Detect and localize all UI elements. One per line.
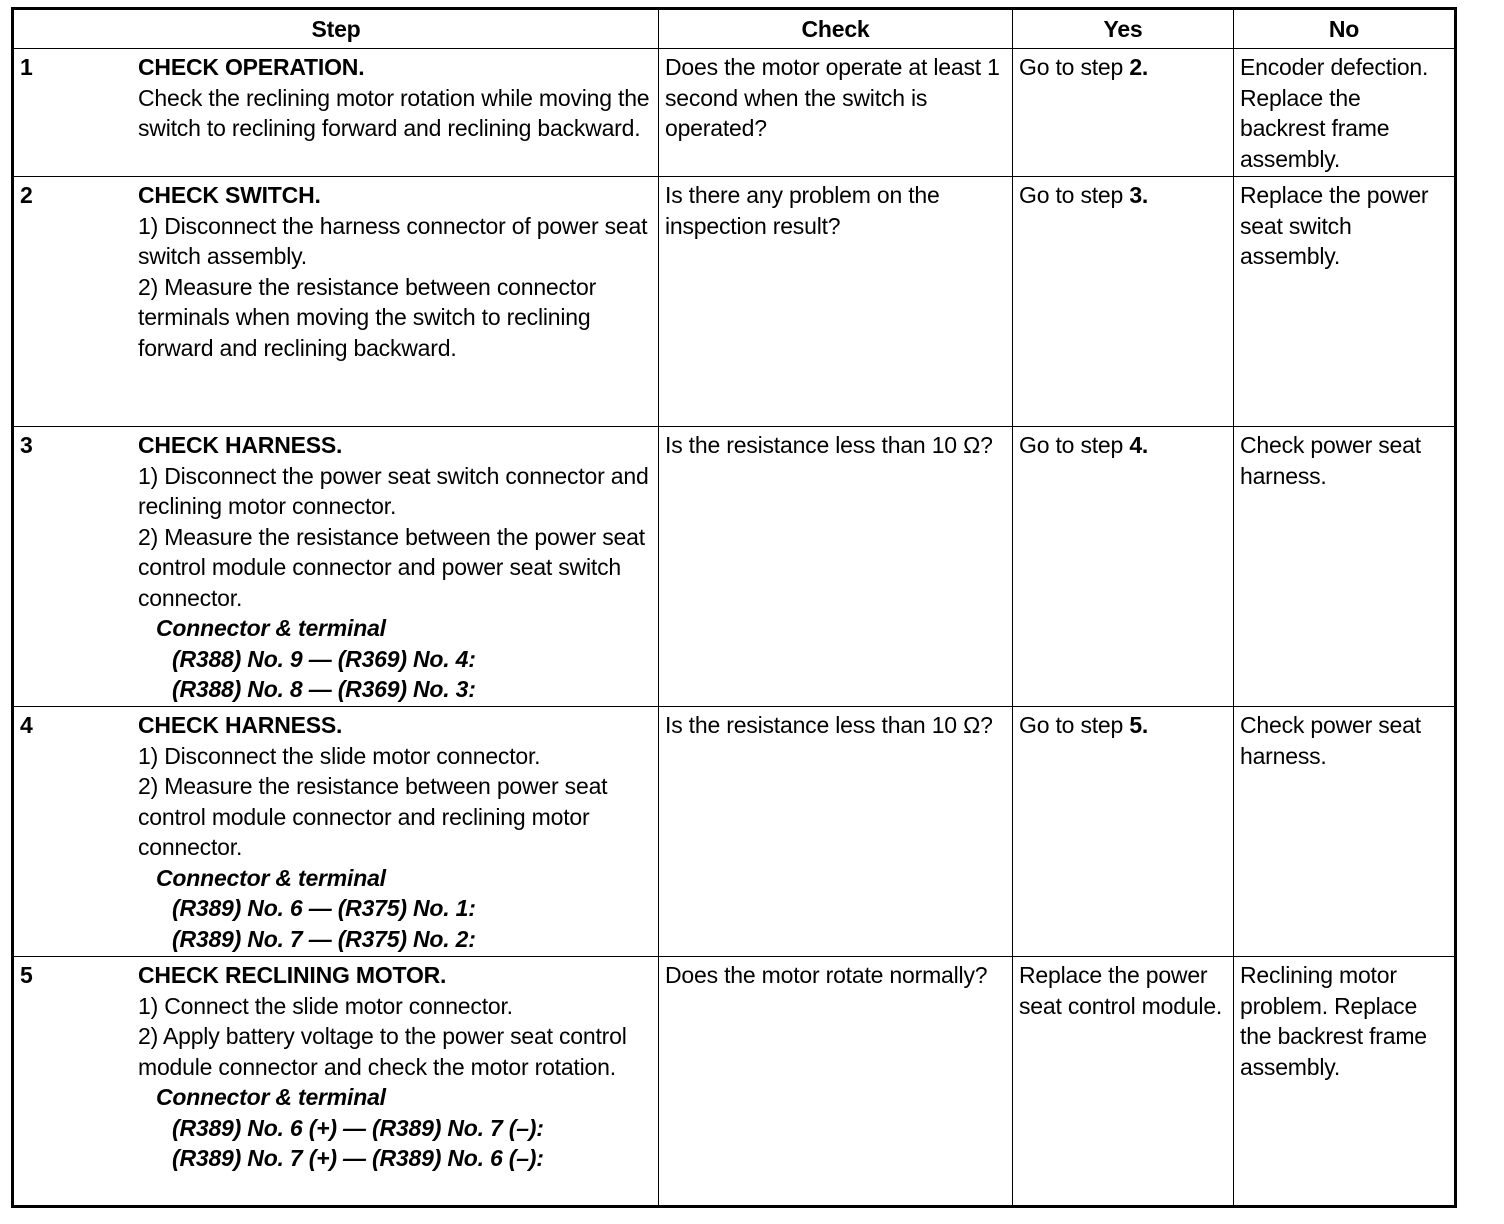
connector-label: Connector & terminal (156, 615, 386, 641)
yes-suffix: . (1141, 432, 1149, 458)
yes-suffix: . (1141, 712, 1149, 738)
header-yes: Yes (1013, 9, 1234, 49)
step-instruction: 1) Disconnect the slide motor connector. (138, 742, 541, 769)
check-cell: Is there any problem on the inspection result? (659, 177, 1013, 427)
terminal-spec: (R389) No. 7 (+) — (R389) No. 6 (–): (172, 1145, 544, 1171)
diagnostic-table (11, 7, 1457, 1208)
step-cell (13, 49, 659, 177)
yes-suffix: . (1141, 182, 1149, 208)
terminal-spec: (R389) No. 7 — (R375) No. 2: (172, 925, 476, 952)
yes-text: Go to step (1019, 182, 1130, 208)
yes-cell (1013, 177, 1234, 427)
step-title: CHECK HARNESS. (138, 432, 343, 458)
yes-text: Go to step (1019, 712, 1130, 738)
terminal-spec: (R389) No. 6 — (R375) No. 1: (172, 895, 476, 921)
yes-step-number: 5 (1129, 712, 1142, 738)
yes-step-number: 3 (1129, 182, 1142, 208)
step-cell (13, 957, 659, 1207)
yes-cell (1013, 49, 1234, 177)
table-row (13, 957, 1456, 1207)
yes-text: Replace the power seat control module. (1019, 962, 1223, 1019)
header-no: No (1234, 9, 1456, 49)
no-cell: Reclining motor problem. Replace the backrest frame assembly. (1234, 957, 1456, 1207)
yes-step-number: 4 (1129, 432, 1142, 458)
no-cell: Check power seat harness. (1234, 427, 1456, 707)
yes-text: Go to step (1019, 54, 1130, 80)
step-instruction: 1) Disconnect the power seat switch connector and reclining motor connector. (138, 462, 649, 519)
step-cell (13, 177, 659, 427)
check-cell: Is the resistance less than 10 Ω? (659, 427, 1013, 707)
step-title: CHECK OPERATION. (138, 54, 365, 80)
table-row (13, 427, 1456, 707)
step-instruction: 2) Measure the resistance between connector terminals when moving the switch to reclining forward and reclining backward. (138, 273, 597, 361)
header-row (13, 9, 1456, 49)
step-cell (13, 707, 659, 957)
no-cell: Encoder defection. Replace the backrest frame assembly. (1234, 49, 1456, 177)
yes-text: Go to step (1019, 432, 1130, 458)
check-cell: Is the resistance less than 10 Ω? (659, 707, 1013, 957)
no-cell: Replace the power seat switch assembly. (1234, 177, 1456, 427)
step-title: CHECK SWITCH. (138, 182, 321, 208)
step-instruction: 1) Connect the slide motor connector. (138, 992, 513, 1019)
terminal-spec: (R388) No. 9 — (R369) No. 4: (172, 645, 476, 672)
yes-step-number: 2 (1129, 54, 1142, 80)
step-number: 4 (20, 712, 33, 738)
terminal-spec: (R388) No. 8 — (R369) No. 3: (172, 676, 476, 702)
table-row (13, 177, 1456, 427)
header-step: Step (13, 9, 659, 49)
table-row (13, 707, 1456, 957)
table-row (13, 49, 1456, 177)
step-instruction: 2) Measure the resistance between power seat control module connector and reclining motor connector. (138, 773, 608, 860)
check-cell: Does the motor operate at least 1 second when the switch is operated? (659, 49, 1013, 177)
step-number: 2 (20, 182, 33, 208)
step-instruction: 2) Apply battery voltage to the power seat control module connector and check the motor rotation. (138, 1023, 627, 1080)
check-cell: Does the motor rotate normally? (659, 957, 1013, 1207)
connector-label: Connector & terminal (156, 864, 386, 891)
step-instruction: 1) Disconnect the harness connector of power seat switch assembly. (138, 212, 648, 269)
step-instruction: Check the reclining motor rotation while moving the switch to reclining forward and reclining backward. (138, 84, 650, 141)
terminal-spec: (R389) No. 6 (+) — (R389) No. 7 (–): (172, 1114, 544, 1141)
yes-suffix: . (1141, 54, 1149, 80)
no-cell: Check power seat harness. (1234, 707, 1456, 957)
step-title: CHECK HARNESS. (138, 712, 343, 738)
step-instruction: 2) Measure the resistance between the power seat control module connector and power seat switch connector. (138, 523, 645, 611)
step-number: 5 (20, 962, 33, 988)
step-title: CHECK RECLINING MOTOR. (138, 962, 447, 988)
step-number: 1 (20, 54, 33, 80)
header-check: Check (659, 9, 1013, 49)
step-cell (13, 427, 659, 707)
connector-label: Connector & terminal (156, 1084, 386, 1110)
table-body (13, 49, 1456, 1207)
yes-cell (1013, 957, 1234, 1207)
yes-cell (1013, 707, 1234, 957)
yes-cell (1013, 427, 1234, 707)
step-number: 3 (20, 432, 33, 458)
